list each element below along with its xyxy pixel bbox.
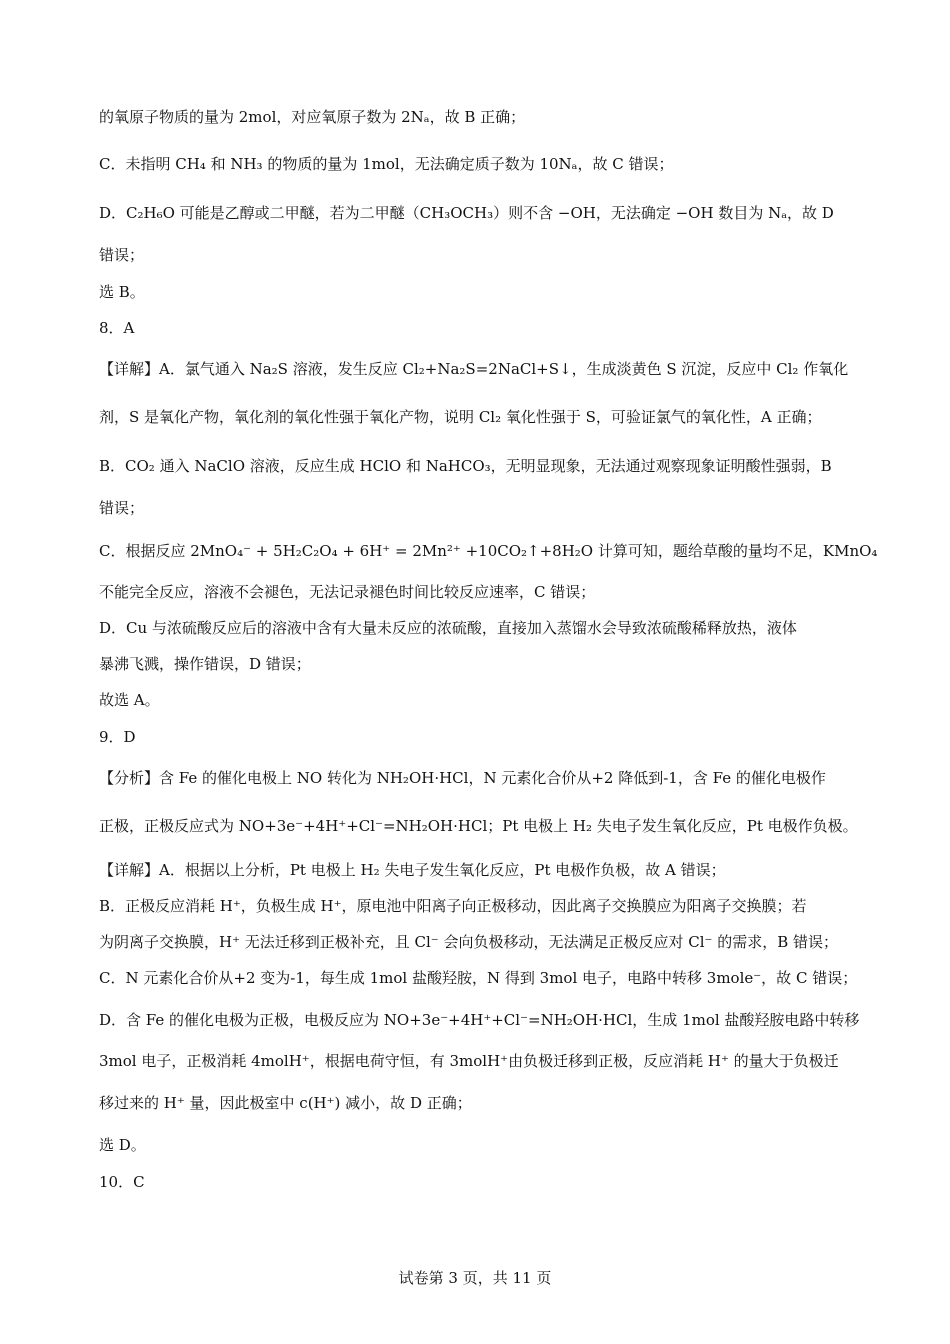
text-line: 【详解】A．根据以上分析，Pt 电极上 H₂ 失电子发生氧化反应，Pt 电极作负极，故 A 错误； [99,861,726,879]
page-footer: 试卷第 3 页，共 11 页 [398,1269,552,1287]
text-line: D．含 Fe 的催化电极为正极，电极反应为 NO+3e⁻+4H⁺+Cl⁻=NH₂OH·HCl，生成 1mol 盐酸羟胺电路中转移 [99,1011,860,1029]
text-line: C．未指明 CH₄ 和 NH₃ 的物质的量为 1mol，无法确定质子数为 10Nₐ，故 C 错误； [99,155,674,173]
text-line: 【详解】A．氯气通入 Na₂S 溶液，发生反应 Cl₂+Na₂S=2NaCl+S↓，生成淡黄色 S 沉淀，反应中 Cl₂ 作氧化 [99,360,849,378]
text-line: 错误； [99,499,145,517]
text-line: 选 B。 [99,283,145,301]
text-line: D．Cu 与浓硫酸反应后的溶液中含有大量未反应的浓硫酸，直接加入蒸馏水会导致浓硫酸稀释放热，液体 [99,619,797,637]
text-line: 故选 A。 [99,691,160,709]
text-line: 剂，S 是氧化产物，氧化剂的氧化性强于氧化产物，说明 Cl₂ 氧化性强于 S，可验证氯气的氧化性，A 正确； [99,408,822,426]
text-line: C．N 元素化合价从+2 变为-1，每生成 1mol 盐酸羟胺，N 得到 3mol 电子，电路中转移 3mole⁻，故 C 错误； [99,969,858,987]
question-answer: 10．C [99,1173,145,1191]
text-line: 正极，正极反应式为 NO+3e⁻+4H⁺+Cl⁻=NH₂OH·HCl；Pt 电极上 H₂ 失电子发生氧化反应，Pt 电极作负极。 [99,817,858,835]
text-line: 为阴离子交换膜，H⁺ 无法迁移到正极补充，且 Cl⁻ 会向负极移动，无法满足正极反应对 Cl⁻ 的需求，B 错误； [99,933,839,951]
text-line: 【分析】含 Fe 的催化电极上 NO 转化为 NH₂OH·HCl，N 元素化合价从+2 降低到-1，含 Fe 的催化电极作 [99,769,826,787]
text-line: D．C₂H₆O 可能是乙醇或二甲醚，若为二甲醚（CH₃OCH₃）则不含 −OH，无法确定 −OH 数目为 Nₐ，故 D [99,204,834,222]
text-line: 错误； [99,246,145,264]
text-line: 移过来的 H⁺ 量，因此极室中 c(H⁺) 减小，故 D 正确； [99,1094,472,1112]
text-line: B．CO₂ 通入 NaClO 溶液，反应生成 HClO 和 NaHCO₃，无明显现象，无法通过观察现象证明酸性强弱，B [99,457,832,475]
text-line: 的氧原子物质的量为 2mol，对应氧原子数为 2Nₐ，故 B 正确； [99,108,526,126]
text-line: C．根据反应 2MnO₄⁻ + 5H₂C₂O₄ + 6H⁺ = 2Mn²⁺ +10CO₂↑+8H₂O 计算可知，题给草酸的量均不足，KMnO₄ [99,542,878,560]
text-line: 不能完全反应，溶液不会褪色，无法记录褪色时间比较反应速率，C 错误； [99,583,596,601]
question-answer: 8．A [99,319,135,337]
question-answer: 9．D [99,728,136,746]
text-line: B．正极反应消耗 H⁺，负极生成 H⁺，原电池中阳离子向正极移动，因此离子交换膜应为阳离子交换膜；若 [99,897,807,915]
text-line: 3mol 电子，正极消耗 4molH⁺，根据电荷守恒，有 3molH⁺由负极迁移到正极，反应消耗 H⁺ 的量大于负极迁 [99,1052,839,1070]
text-line: 选 D。 [99,1136,146,1154]
text-line: 暴沸飞溅，操作错误，D 错误； [99,655,311,673]
